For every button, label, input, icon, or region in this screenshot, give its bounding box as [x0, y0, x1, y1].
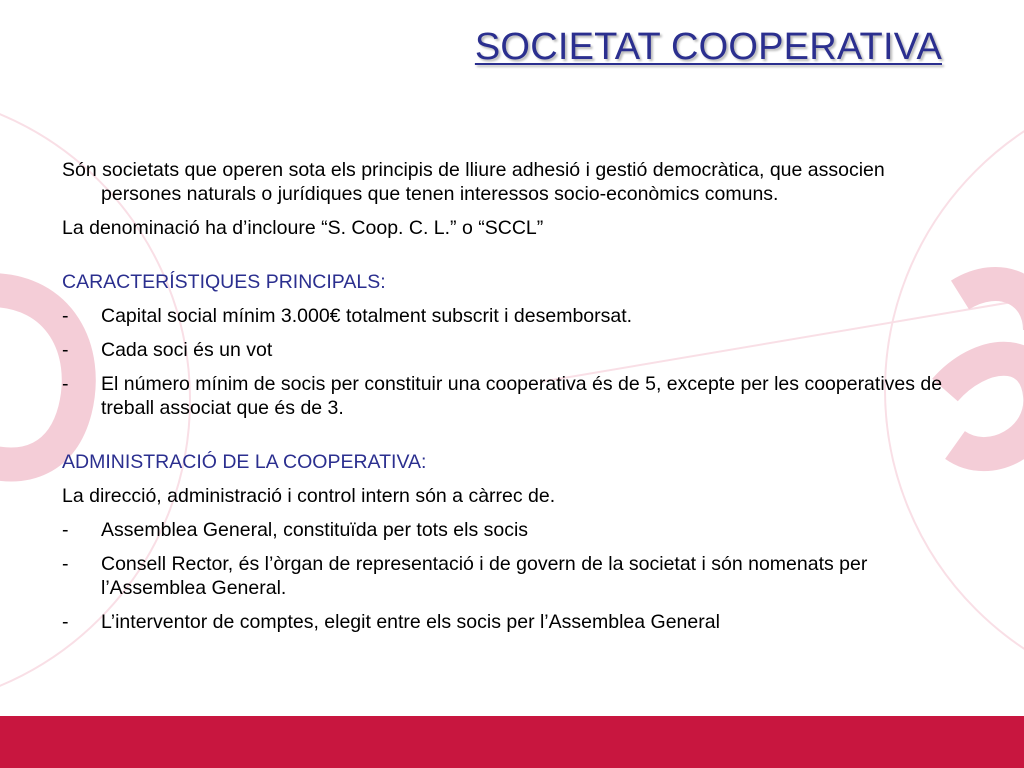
characteristics-item-text: El número mínim de socis per constituir una cooperativa és de 5, excepte per les cooperatives de treball associat que és de 3.: [101, 373, 943, 419]
administration-item-text: L’interventor de comptes, elegit entre els socis per l’Assemblea General: [101, 611, 720, 633]
bullet-marker: -: [62, 339, 69, 361]
characteristics-item-text: Cada soci és un vot: [101, 339, 273, 361]
administration-item: [62, 610, 962, 634]
administration-item: [62, 552, 962, 600]
characteristics-item: [62, 338, 962, 362]
bullet-marker: -: [62, 519, 69, 541]
characteristics-item: [62, 372, 962, 420]
characteristics-item: [62, 304, 962, 328]
administration-intro: La direcció, administració i control intern són a càrrec de.: [62, 485, 556, 507]
administration-item: [62, 518, 962, 542]
bullet-marker: -: [62, 305, 69, 327]
intro-denomination: La denominació ha d’incloure “S. Coop. C. L.” o “SCCL”: [62, 217, 544, 239]
bullet-marker: -: [62, 373, 69, 395]
characteristics-item-text: Capital social mínim 3.000€ totalment subscrit i desemborsat.: [101, 305, 633, 327]
administration-item-text: Consell Rector, és l’òrgan de representació i de govern de la societat i són nomenats per l’Assemblea General.: [101, 553, 868, 599]
slide-title: SOCIETAT COOPERATIVA: [474, 26, 942, 68]
characteristics-heading: CARACTERÍSTIQUES PRINCIPALS:: [62, 271, 386, 293]
intro-description: Són societats que operen sota els principis de lliure adhesió i gestió democràtica, que associen persones naturals o jurídiques que tenen interessos socio-econòmics comuns.: [62, 159, 885, 205]
administration-item-text: Assemblea General, constituïda per tots els socis: [101, 519, 529, 541]
bullet-marker: -: [62, 611, 69, 633]
slide-body: [62, 158, 962, 644]
bullet-marker: -: [62, 553, 69, 575]
footer-bar: [0, 716, 1024, 768]
administration-heading: ADMINISTRACIÓ DE LA COOPERATIVA:: [62, 451, 427, 473]
